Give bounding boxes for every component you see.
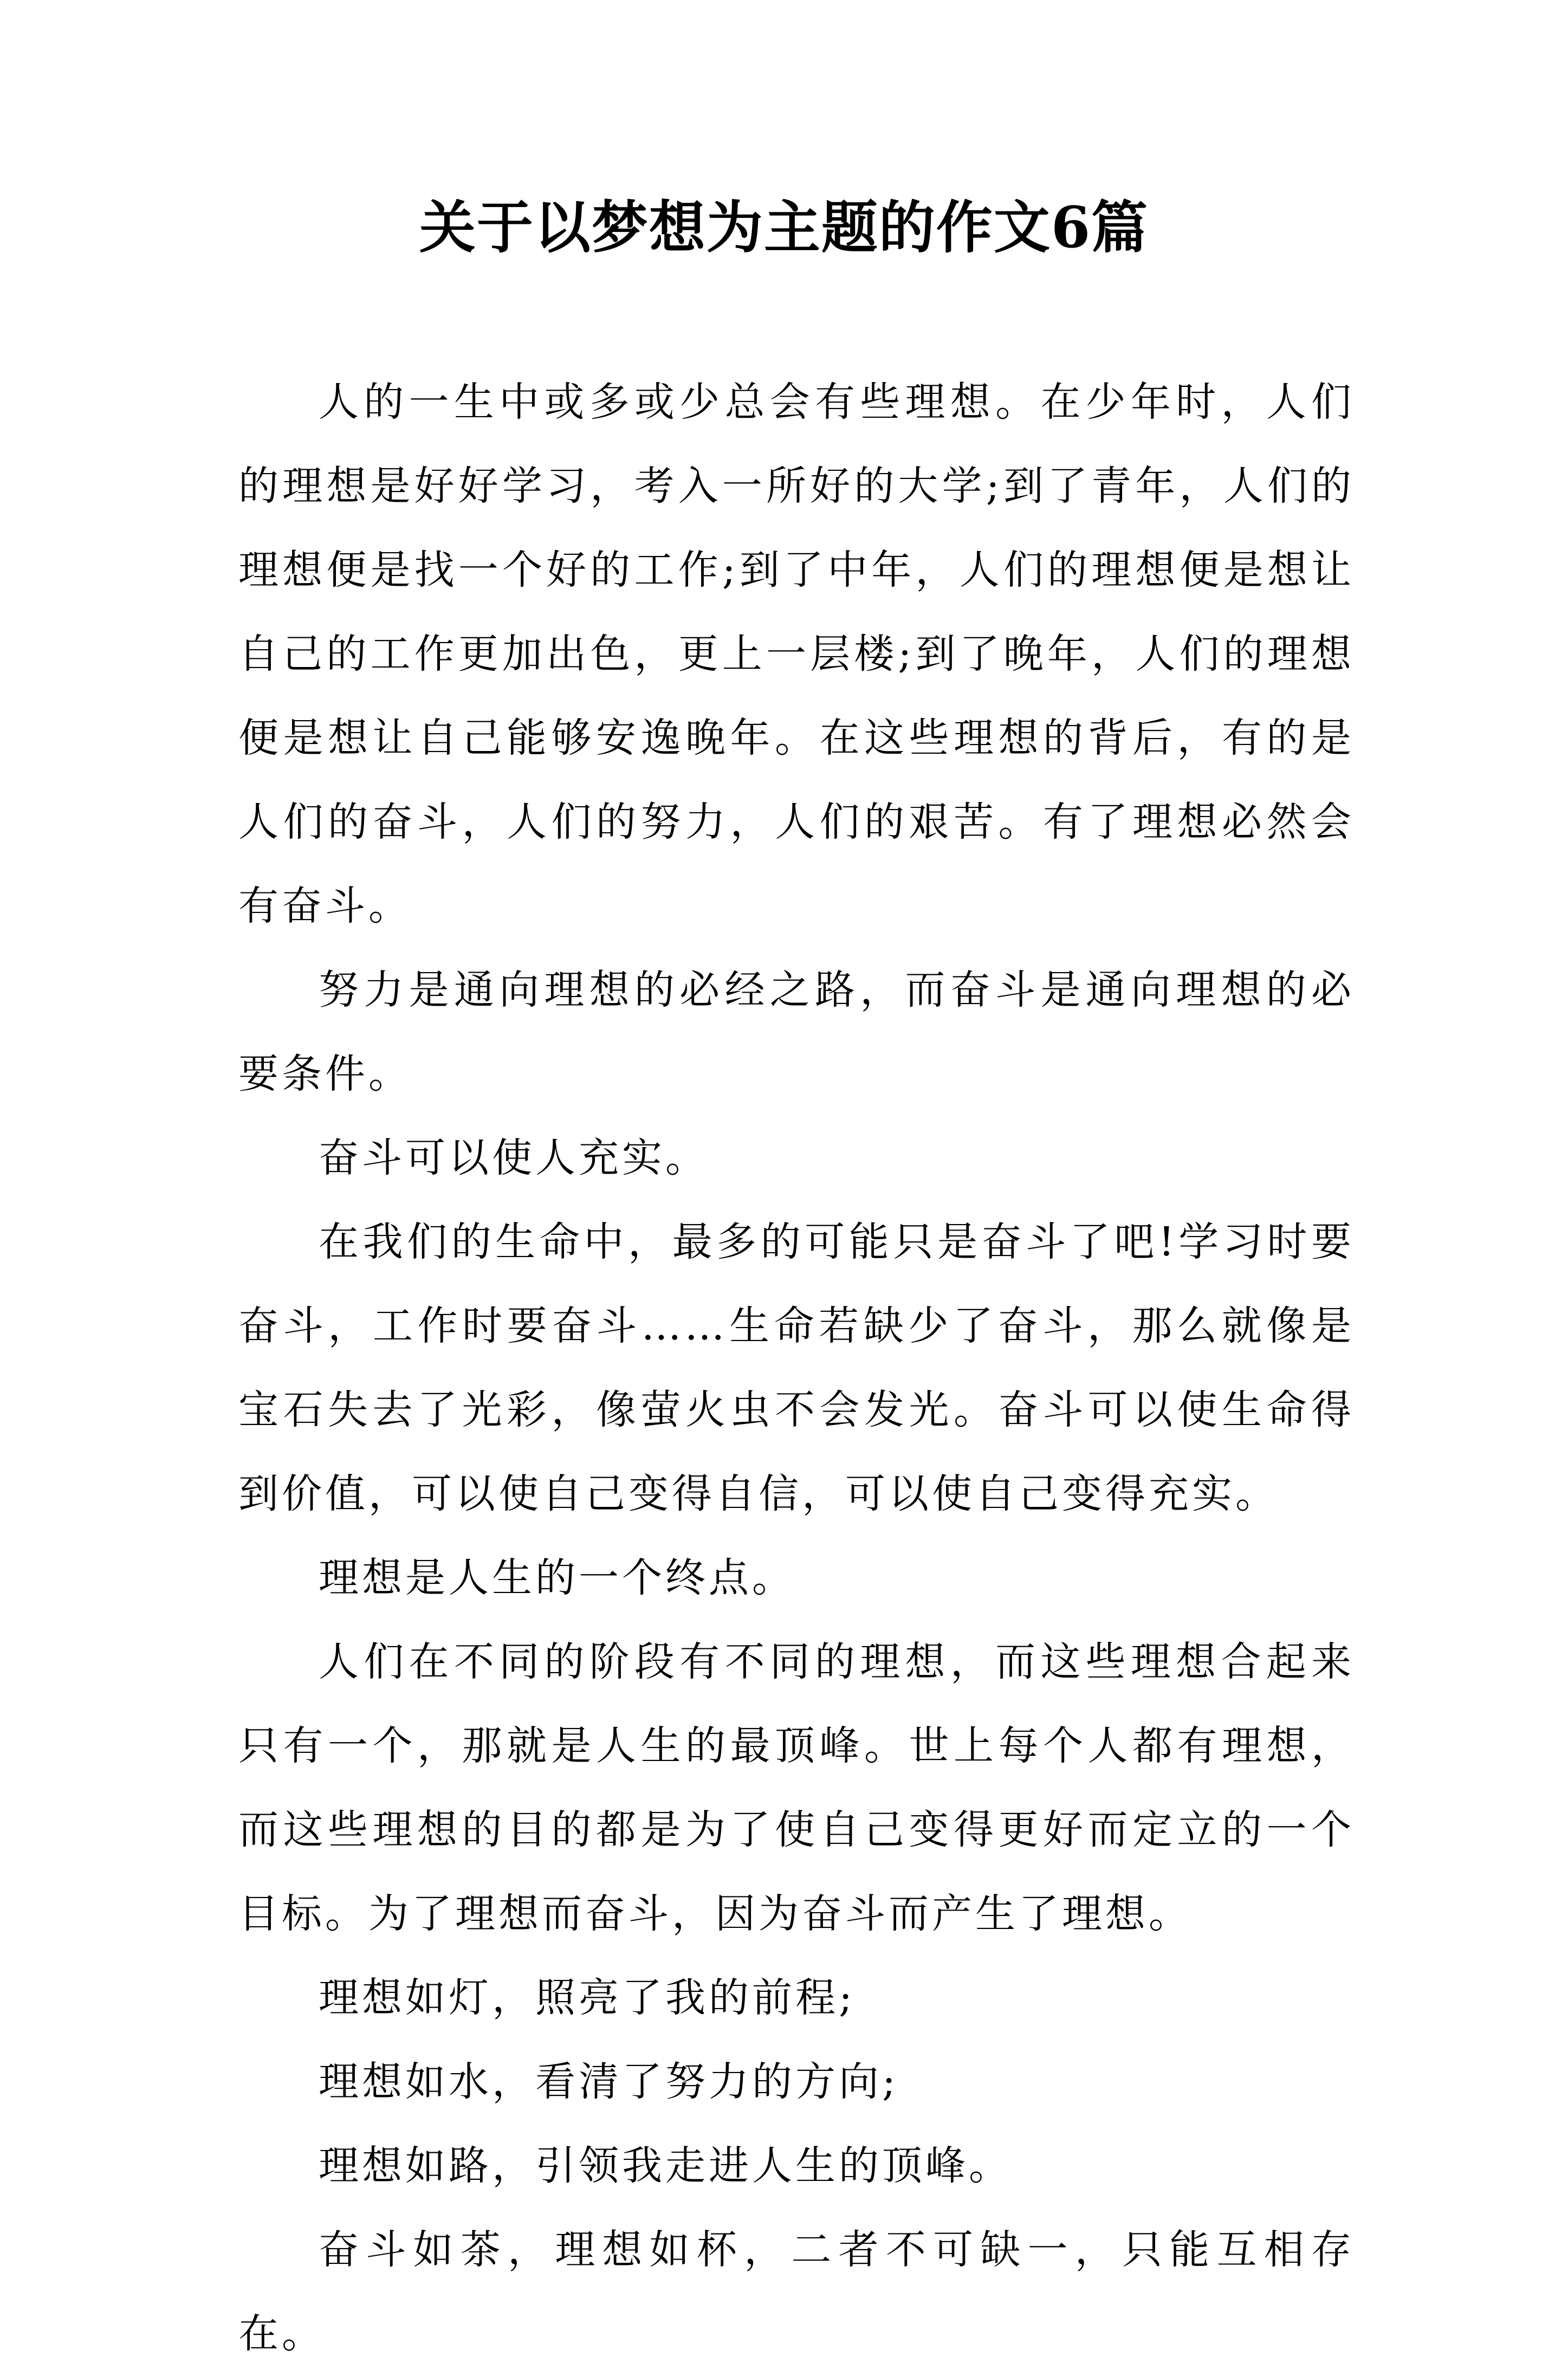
paragraph: 人们在不同的阶段有不同的理想，而这些理想合起来只有一个，那就是人生的最顶峰。世上每个人都有理想，而这些理想的目的都是为了使自己变得更好而定立的一个目标。为了理想而奋斗，因为奋斗而产生了理想。 — [238, 1639, 1355, 1937]
document-title: 关于以梦想为主题的作文6篇 — [419, 194, 1149, 261]
paragraph: 努力是通向理想的必经之路，而奋斗是通向理想的必要条件。 — [238, 967, 1355, 1097]
paragraph: 理想是人生的一个终点。 — [319, 1555, 795, 1601]
paragraph: 奋斗可以使人充实。 — [319, 1135, 709, 1181]
paragraph: 理想如水，看清了努力的方向; — [319, 2058, 899, 2105]
paragraph: 奋斗如茶，理想如杯，二者不可缺一，只能互相存在。 — [238, 2226, 1355, 2357]
paragraph: 在我们的生命中，最多的可能只是奋斗了吧!学习时要奋斗，工作时要奋斗……生命若缺少了奋斗，那么就像是宝石失去了光彩，像萤火虫不会发光。奋斗可以使生命得到价值，可以使自己变得自信，可以使自己变得充实。 — [238, 1219, 1355, 1517]
paragraph: 理想如灯，照亮了我的前程; — [319, 1974, 856, 2021]
paragraph: 人的一生中或多或少总会有些理想。在少年时，人们的理想是好好学习，考入一所好的大学;到了青年，人们的理想便是找一个好的工作;到了中年，人们的理想便是想让自己的工作更加出色，更上一层楼;到了晚年，人们的理想便是想让自己能够安逸晚年。在这些理想的背后，有的是人们的奋斗，人们的努力，人们的艰苦。有了理想必然会有奋斗。 — [238, 379, 1355, 929]
document-body — [238, 360, 1355, 2376]
paragraph: 理想如路，引领我走进人生的顶峰。 — [319, 2142, 1012, 2189]
